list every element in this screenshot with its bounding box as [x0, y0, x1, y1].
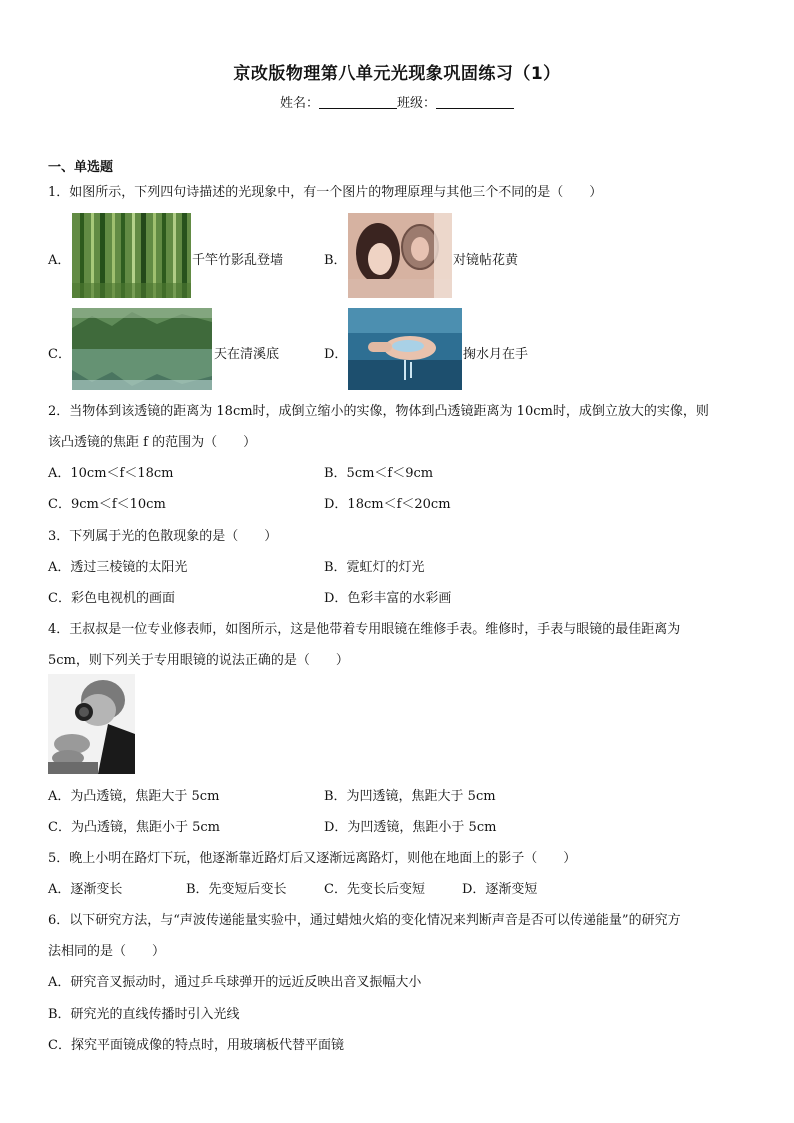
q5-option-c: C．先变长后变短	[324, 882, 425, 897]
name-label: 姓名：	[279, 96, 319, 111]
question-6-stem-line-1: 6．以下研究方法，与“声波传递能量实验中，通过蜡烛火焰的变化情况来判断声音是否可以传递能量”的研究方	[48, 913, 681, 928]
question-4-stem-line-2: 5cm，则下列关于专用眼镜的说法正确的是（ ）	[48, 653, 349, 668]
q2-option-c: C．9cm＜f＜10cm	[48, 497, 166, 512]
q1-option-a-caption: 千竿竹影乱登墙	[192, 253, 284, 268]
woman-with-mirror-image	[348, 213, 452, 298]
q4-option-d: D．为凹透镜，焦距小于 5cm	[324, 820, 497, 835]
question-4-stem-line-1: 4．王叔叔是一位专业修表师，如图所示，这是他带着专用眼镜在维修手表。维修时，手表与眼镜的最佳距离为	[48, 622, 681, 637]
q6-option-b: B．研究光的直线传播时引入光线	[48, 1007, 240, 1022]
question-2-stem-line-2: 该凸透镜的焦距 f 的范围为（ ）	[48, 435, 257, 450]
hands-holding-water-image	[348, 308, 462, 390]
q5-option-b: B．先变短后变长	[186, 882, 287, 897]
class-blank[interactable]	[436, 96, 514, 109]
question-2-stem-line-1: 2．当物体到该透镜的距离为 18cm时，成倒立缩小的实像，物体到凸透镜距离为 10cm时，成倒立放大的实像，则	[48, 404, 709, 419]
q3-option-a: A．透过三棱镜的太阳光	[48, 560, 188, 575]
lake-reflection-image	[72, 308, 212, 390]
q4-option-b: B．为凹透镜，焦距大于 5cm	[324, 789, 496, 804]
q1-option-b-caption: 对镜帖花黄	[453, 253, 519, 268]
q1-option-a-letter: A．	[48, 253, 71, 268]
q6-option-a: A．研究音叉振动时，通过乒乓球弹开的远近反映出音叉振幅大小	[48, 975, 422, 990]
q2-option-a: A．10cm＜f＜18cm	[48, 466, 174, 481]
q3-option-d: D．色彩丰富的水彩画	[324, 591, 452, 606]
q6-option-c: C．探究平面镜成像的特点时，用玻璃板代替平面镜	[48, 1038, 344, 1053]
q3-option-c: C．彩色电视机的画面	[48, 591, 175, 606]
question-1-stem: 1．如图所示，下列四句诗描述的光现象中，有一个图片的物理原理与其他三个不同的是（ ）	[48, 185, 603, 200]
q2-option-d: D．18cm＜f＜20cm	[324, 497, 451, 512]
q1-option-c-letter: C．	[48, 347, 71, 362]
q1-option-b-letter: B．	[324, 253, 347, 268]
question-3-stem: 3．下列属于光的色散现象的是（ ）	[48, 529, 278, 544]
bamboo-forest-image	[72, 213, 191, 298]
q1-option-c-caption: 天在清溪底	[214, 347, 280, 362]
q5-option-a: A．逐渐变长	[48, 882, 123, 897]
q5-option-d: D．逐渐变短	[462, 882, 538, 897]
q1-option-d-letter: D．	[324, 347, 348, 362]
q4-option-c: C．为凸透镜，焦距小于 5cm	[48, 820, 220, 835]
question-5-stem: 5．晚上小明在路灯下玩，他逐渐靠近路灯后又逐渐远离路灯，则他在地面上的影子（ ）	[48, 851, 577, 866]
q1-option-d-caption: 掬水月在手	[463, 347, 529, 362]
class-label: 班级：	[397, 96, 437, 111]
q3-option-b: B．霓虹灯的灯光	[324, 560, 425, 575]
watchmaker-with-loupe-image	[48, 674, 135, 774]
question-6-stem-line-2: 法相同的是（ ）	[48, 944, 166, 959]
page-title: 京改版物理第八单元光现象巩固练习（1）	[233, 64, 561, 84]
q4-option-a: A．为凸透镜，焦距大于 5cm	[48, 789, 220, 804]
q2-option-b: B．5cm＜f＜9cm	[324, 466, 434, 481]
name-blank[interactable]	[319, 96, 397, 109]
section-heading: 一、单选题	[48, 160, 114, 175]
student-info-line	[0, 92, 794, 111]
